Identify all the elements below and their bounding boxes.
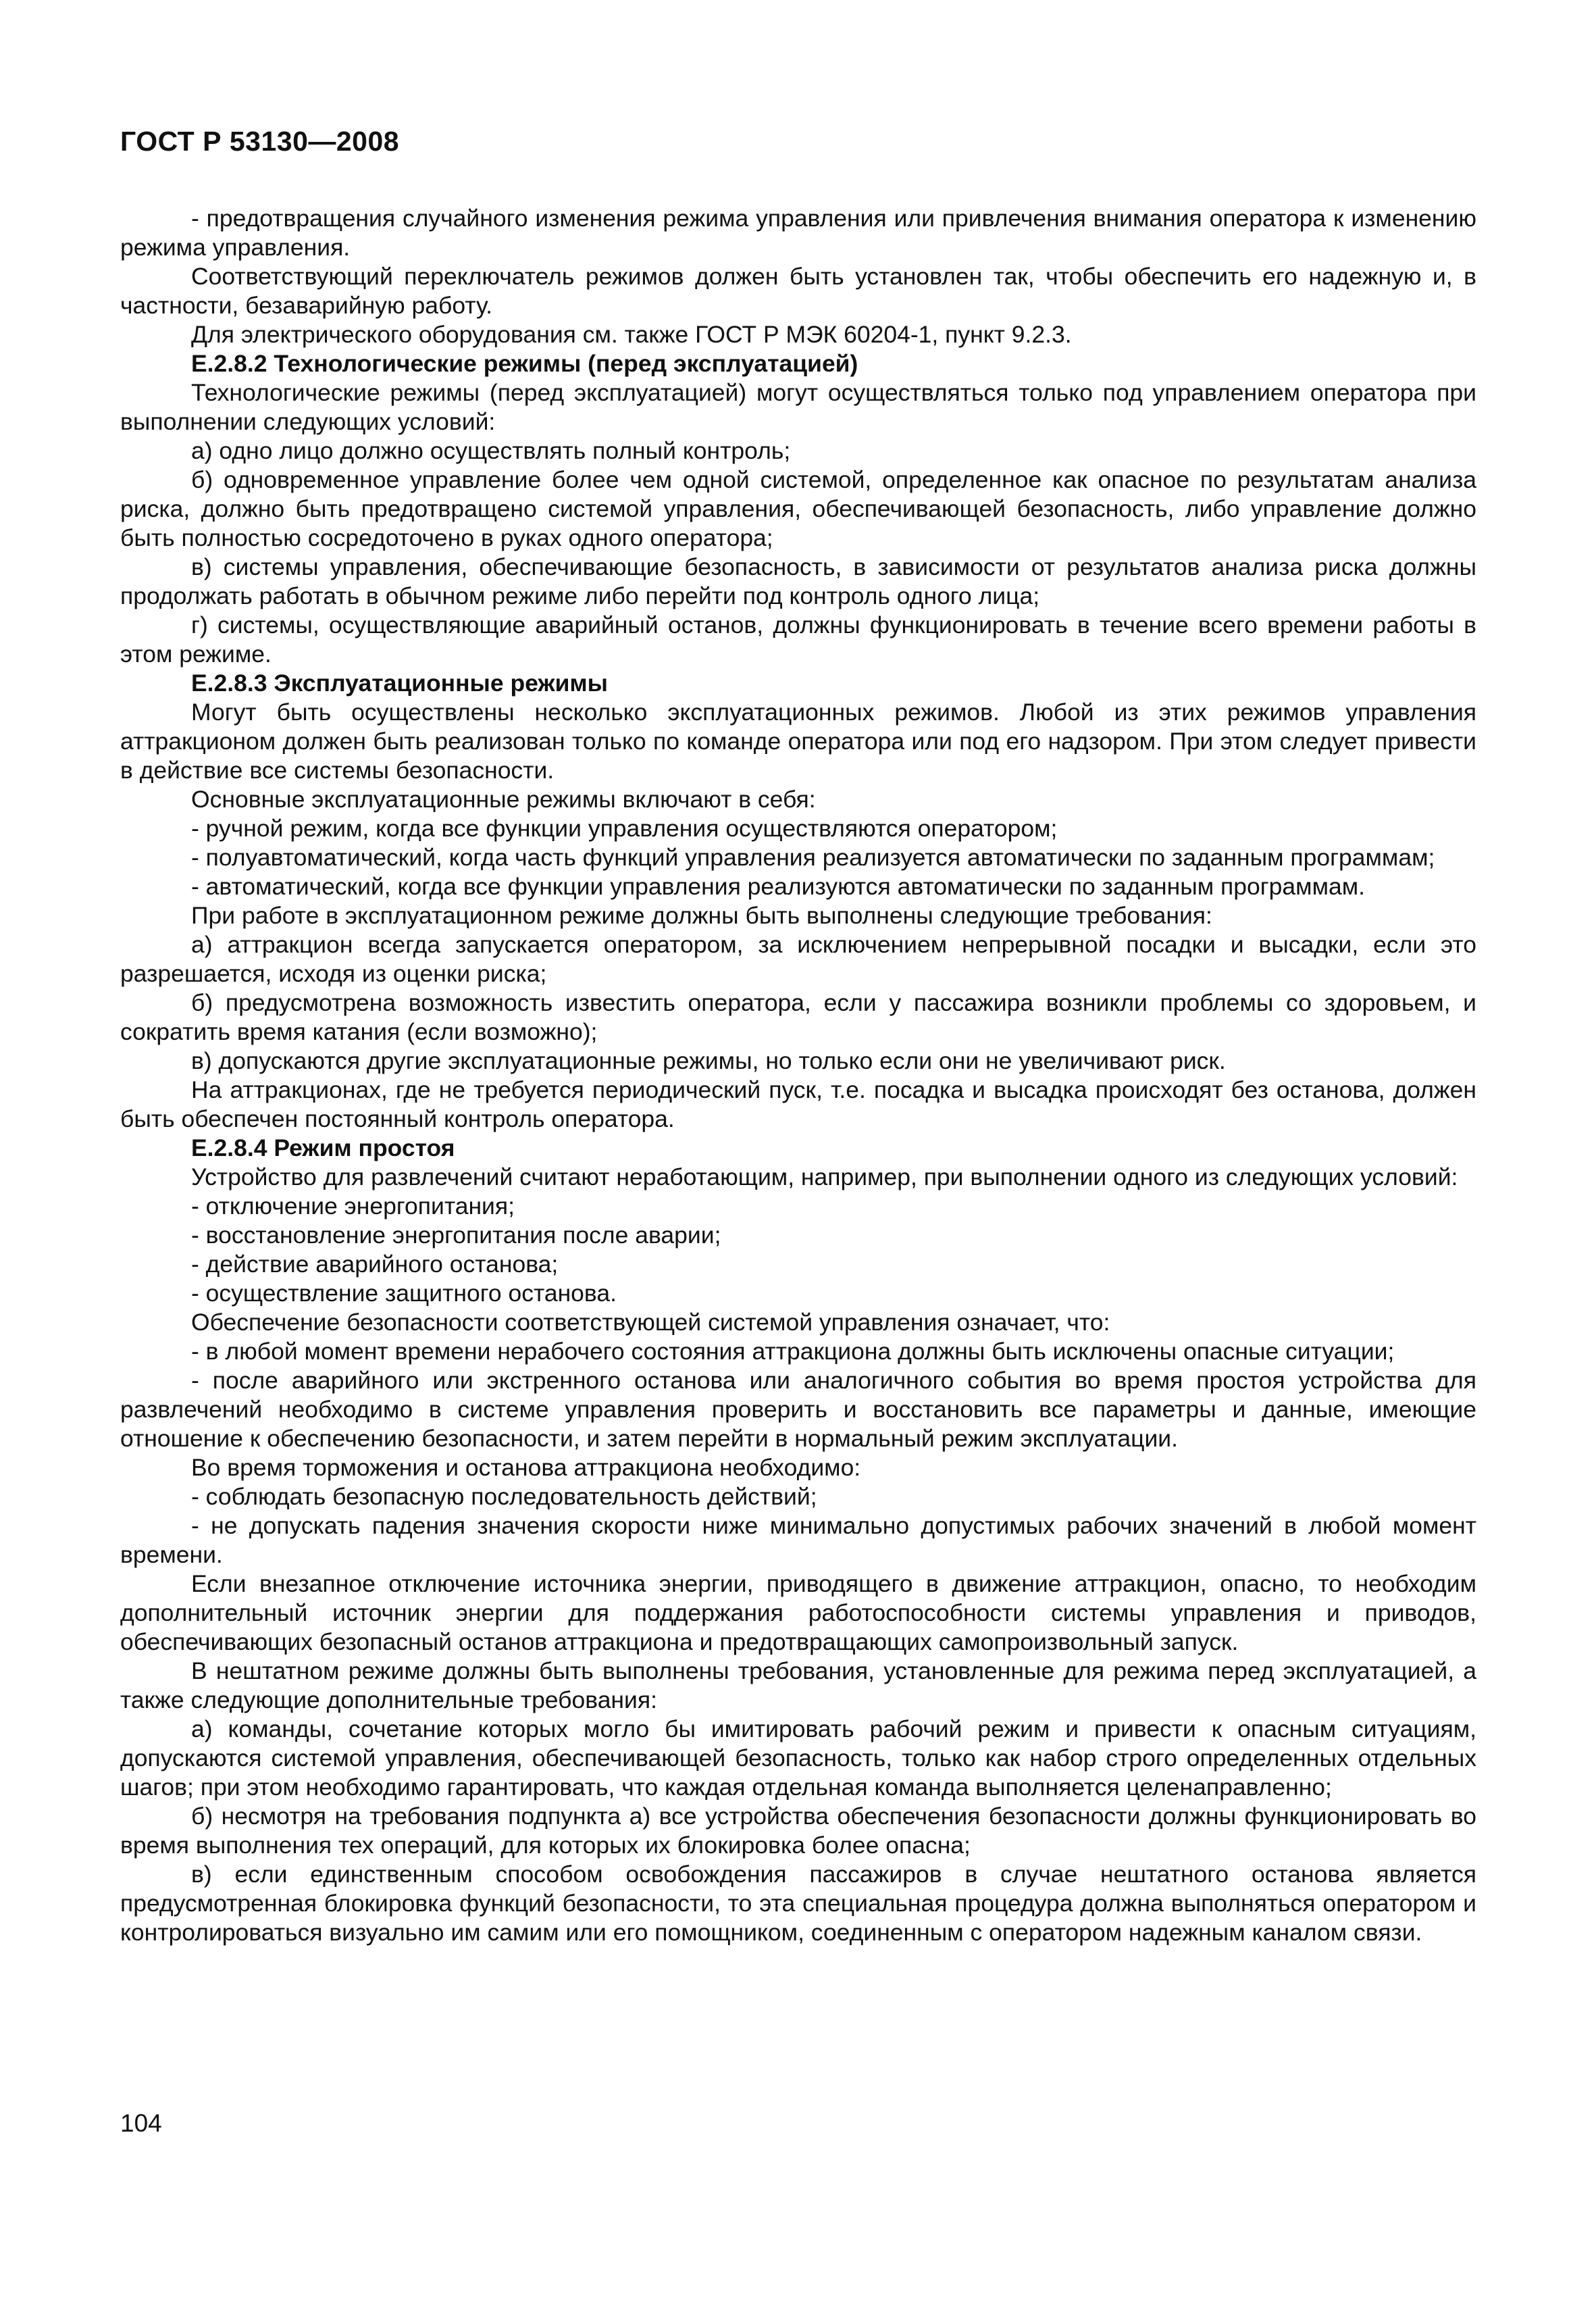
paragraph: На аттракционах, где не требуется периодический пуск, т.е. посадка и высадка происходят без останова, должен быть обеспечен постоянный контроль оператора.: [120, 1076, 1476, 1132]
paragraph: - предотвращения случайного изменения режима управления или привлечения внимания оператора к изменению режима управления.: [120, 205, 1476, 261]
paragraph: - отключение энергопитания;: [191, 1192, 515, 1219]
paragraph: - в любой момент времени нерабочего состояния аттракциона должны быть исключены опасные ситуации;: [191, 1338, 1395, 1365]
paragraph: Могут быть осуществлены несколько эксплуатационных режимов. Любой из этих режимов управления аттракционом должен быть реализован только по команде оператора или под его надзором. При этом следует привести в действие все системы безопасности.: [120, 699, 1476, 784]
paragraph: - восстановление энергопитания после аварии;: [191, 1222, 721, 1249]
paragraph: - действие аварийного останова;: [191, 1251, 559, 1278]
paragraph: а) аттракцион всегда запускается оператором, за исключением непрерывной посадки и высадки, если это разрешается, исходя из оценки риска;: [120, 931, 1476, 987]
paragraph: в) допускаются другие эксплуатационные режимы, но только если они не увеличивают риск.: [191, 1047, 1226, 1074]
section-heading: Е.2.8.2 Технологические режимы (перед эксплуатацией): [191, 350, 858, 377]
paragraph: В нештатном режиме должны быть выполнены требования, установленные для режима перед эксплуатацией, а также следующие дополнительные требования:: [120, 1657, 1476, 1713]
paragraph: - после аварийного или экстренного останова или аналогичного события во время простоя устройства для развлечений необходимо в системе управления проверить и восстановить все параметры и данные, имеющие отношение к обеспечению безопасности, и затем перейти в нормальный режим эксплуатации.: [120, 1367, 1476, 1452]
paragraph: б) предусмотрена возможность известить оператора, если у пассажира возникли проблемы со здоровьем, и сократить время катания (если возможно);: [120, 989, 1476, 1045]
paragraph: При работе в эксплуатационном режиме должны быть выполнены следующие требования:: [191, 902, 1212, 929]
paragraph: а) команды, сочетание которых могло бы имитировать рабочий режим и привести к опасным ситуациям, допускаются системой управления, обеспечивающей безопасность, только как набор строго определенных отдельных шагов; при этом необходимо гарантировать, что каждая отдельная команда выполняется целенаправленно;: [120, 1715, 1476, 1801]
paragraph: - соблюдать безопасную последовательность действий;: [191, 1483, 817, 1510]
paragraph: Обеспечение безопасности соответствующей системой управления означает, что:: [191, 1309, 1110, 1336]
paragraph: Соответствующий переключатель режимов должен быть установлен так, чтобы обеспечить его надежную и, в частности, безаварийную работу.: [120, 263, 1476, 319]
paragraph: Если внезапное отключение источника энергии, приводящего в движение аттракцион, опасно, то необходим дополнительный источник энергии для поддержания работоспособности системы управления и приводов, обеспечивающих безопасный останов аттракциона и предотвращающих самопроизвольный запуск.: [120, 1570, 1476, 1655]
paragraph: - не допускать падения значения скорости ниже минимально допустимых рабочих значений в любой момент времени.: [120, 1512, 1476, 1568]
document-code-header: ГОСТ Р 53130—2008: [120, 126, 400, 157]
paragraph: Основные эксплуатационные режимы включают в себя:: [191, 786, 816, 813]
paragraph: - осуществление защитного останова.: [191, 1280, 617, 1307]
paragraph: г) системы, осуществляющие аварийный останов, должны функционировать в течение всего времени работы в этом режиме.: [120, 611, 1476, 668]
paragraph: Во время торможения и останова аттракциона необходимо:: [191, 1454, 861, 1481]
paragraph: в) системы управления, обеспечивающие безопасность, в зависимости от результатов анализа риска должны продолжать работать в обычном режиме либо перейти под контроль одного лица;: [120, 553, 1476, 609]
paragraph: - автоматический, когда все функции управления реализуются автоматически по заданным программам.: [191, 873, 1365, 900]
paragraph: б) несмотря на требования подпункта а) все устройства обеспечения безопасности должны функционировать во время выполнения тех операций, для которых их блокировка более опасна;: [120, 1803, 1476, 1859]
section-heading: Е.2.8.3 Эксплуатационные режимы: [191, 670, 609, 697]
paragraph: Для электрического оборудования см. также ГОСТ Р МЭК 60204-1, пункт 9.2.3.: [191, 321, 1072, 348]
paragraph: б) одновременное управление более чем одной системой, определенное как опасное по результатам анализа риска, должно быть предотвращено системой управления, обеспечивающей безопасность, либо управление должно быть полностью сосредоточено в руках одного оператора;: [120, 466, 1476, 551]
paragraph: - ручной режим, когда все функции управления осуществляются оператором;: [191, 815, 1058, 842]
paragraph: Устройство для развлечений считают неработающим, например, при выполнении одного из следующих условий:: [191, 1163, 1458, 1190]
paragraph: а) одно лицо должно осуществлять полный контроль;: [191, 437, 791, 464]
section-heading: Е.2.8.4 Режим простоя: [191, 1134, 455, 1161]
document-body: [120, 204, 1476, 1947]
page-number: 104: [120, 2109, 162, 2137]
paragraph: Технологические режимы (перед эксплуатацией) могут осуществляться только под управлением оператора при выполнении следующих условий:: [120, 379, 1476, 435]
paragraph: - полуавтоматический, когда часть функций управления реализуется автоматически по заданным программам;: [191, 844, 1435, 871]
paragraph: в) если единственным способом освобождения пассажиров в случае нештатного останова является предусмотренная блокировка функций безопасности, то эта специальная процедура должна выполняться оператором и контролироваться визуально им самим или его помощником, соединенным с оператором надежным каналом связи.: [120, 1861, 1476, 1946]
